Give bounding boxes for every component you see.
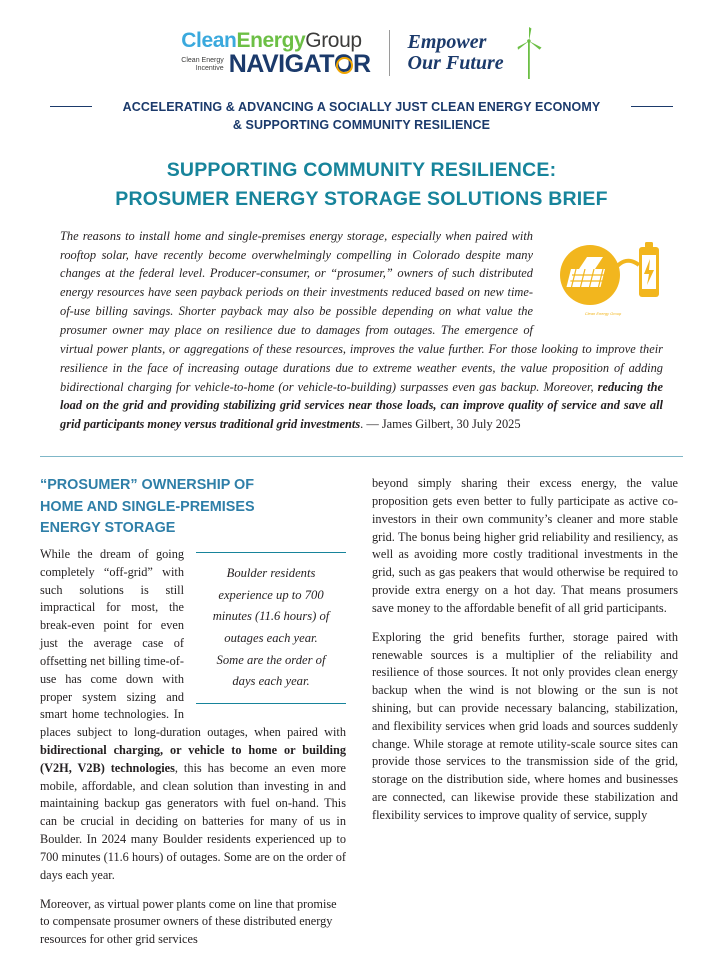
- tagline-block: [40, 98, 683, 134]
- tagline-line-1: ACCELERATING & ADVANCING A SOCIALLY JUST CLEAN ENERGY ECONOMY: [122, 100, 601, 114]
- lede-paragraph: [60, 227, 663, 434]
- left-column: [40, 475, 346, 960]
- pull-quote-line-1: Boulder residents: [226, 565, 316, 580]
- pull-quote-line-6: days each year.: [232, 674, 310, 689]
- section-divider: [40, 456, 683, 457]
- tagline-rule-right: [631, 106, 673, 107]
- ceg-energy-text: Energy: [236, 28, 306, 52]
- ceg-wordmark: [181, 30, 361, 51]
- left-paragraph-1-part-b: , this has become an even more mobile, affordable, and clean solution than investing in and maintaining backup gas generators with fuel on-hand. This can be crucial in deciding on batteries for many of us in Boulder. In 2024 many Boulder residents experienced up to 700 minutes (11.6 hours) of outages. Some are on the order of days each year.: [40, 760, 346, 882]
- navigator-o-ring-icon: O: [334, 49, 353, 78]
- navigator-post-text: R: [352, 49, 371, 78]
- logo-divider: [389, 30, 390, 76]
- right-column: [372, 475, 678, 960]
- page-title-line-1: SUPPORTING COMMUNITY RESILIENCE:: [166, 159, 557, 182]
- section-heading: [40, 475, 346, 540]
- empower-line-1: Empower: [407, 31, 487, 53]
- pull-quote: [196, 552, 346, 704]
- svg-text:Clean Energy Group: Clean Energy Group: [584, 310, 622, 316]
- page-title: [40, 156, 683, 213]
- cei-subtitle: [181, 57, 223, 76]
- tagline-rule-left: [50, 106, 92, 107]
- left-paragraph-1: [40, 546, 346, 885]
- page-title-line-2: PROSUMER ENERGY STORAGE SOLUTIONS BRIEF: [115, 187, 608, 210]
- empower-line-2: Our Future: [407, 52, 504, 74]
- pull-quote-line-4: outages each year.: [224, 630, 318, 645]
- empower-our-future-logo: [408, 32, 504, 74]
- left-paragraph-2: Moreover, as virtual power plants come on line that promise to compensate prosumer owners of these distributed energy resources for other grid services: [40, 896, 337, 947]
- navigator-pre-text: NAVIGAT: [228, 49, 335, 78]
- left-paragraph-1-bold: bidirectional charging, or vehicle to home or building (V2H, V2B) technologies: [40, 743, 346, 775]
- clean-energy-group-logo: [181, 30, 370, 77]
- ceg-clean-text: Clean: [181, 28, 237, 52]
- right-paragraph-2: Exploring the grid benefits further, storage paired with renewable sources is a multiplier of the reliability and resilience of those sources. It not only provides clean energy backup when the wind is not blowing or the sun is not shining, but can provide necessary balancing, stabilization, and flexibility services when grid loads and sources suddenly change. While storage at remote utility-scale source sites can provide those services to the transmission side of the grid, storage on the distribution side, where homes and businesses are connected, can likewise provide these stabilization and flexibility services to improve quality of service, supply: [372, 629, 678, 822]
- solar-battery-badge-icon: [543, 229, 663, 321]
- ceg-group-text: Group: [305, 28, 362, 52]
- section-heading-line-3: ENERGY STORAGE: [40, 520, 176, 537]
- cei-line-2: Incentive: [195, 65, 224, 73]
- section-heading-line-1: “PROSUMER” OWNERSHIP OF: [40, 477, 255, 494]
- left-paragraph-1-part-a: While the dream of going completely “off-grid” with such solutions is still impractical for most, the break-even point for even just the average case of offsetting net billing time-of-use has come down with proper system sizing and smart home technologies. In places subject to long-duration outages, when paired with: [40, 546, 346, 740]
- pull-quote-line-5: Some are the order of: [216, 652, 326, 667]
- masthead: [40, 22, 683, 84]
- tagline-line-2: & SUPPORTING COMMUNITY RESILIENCE: [232, 118, 491, 133]
- navigator-row: [181, 49, 371, 78]
- pull-quote-line-2: experience up to 700: [218, 587, 324, 602]
- wind-turbine-icon: [516, 27, 542, 79]
- cei-line-1: Clean Energy: [181, 57, 224, 65]
- pull-quote-line-3: minutes (11.6 hours) of: [212, 609, 330, 624]
- section-heading-line-2: HOME AND SINGLE-PREMISES: [40, 498, 255, 515]
- lede-text-part-1: The reasons to install home and single-premises energy storage, especially when paired with rooftop solar, have recently become overwhelmingly compelling in Colorado despite many changes at the federal level. Producer-consumer, or “prosumer,” owners of such distributed energy resources have seen payback periods on their investments reduced based on new time-of-use billing savings. Shorter payback may also be possible depending on what value the prosumer owner may place on resilience due to damages from outages. The emergence of virtual power plants, or aggregations of these resources, improves the value further. For those looking to improve their resilience in the face of increasing outage durations due to extreme weather events, the value proposition of adding bidirectional charging for vehicle-to-home (or vehicle-to-building) surpasses even gas backup. Moreover,: [60, 228, 663, 394]
- navigator-wordmark: [228, 49, 371, 78]
- right-paragraph-1: beyond simply sharing their excess energy, the value proposition gets even better to fully participate as active co-investors in their own community’s cleaner and more stable grid. The bonus being higher grid reliability and resiliency, as well as avoiding more costly traditional investments in the grid, such as gas peakers that would otherwise be required to provide extra energy on a hot day. That means prosumers save money to the affordable benefit of all grid participants.: [372, 476, 678, 615]
- lede-author-attribution: . — James Gilbert, 30 July 2025: [360, 417, 521, 432]
- body-columns: [40, 475, 683, 960]
- lede-text-bold: reducing the load on the grid and providing stabilizing grid services near those loads, can improve quality of service and save all grid participants money versus traditional grid investments: [60, 379, 663, 432]
